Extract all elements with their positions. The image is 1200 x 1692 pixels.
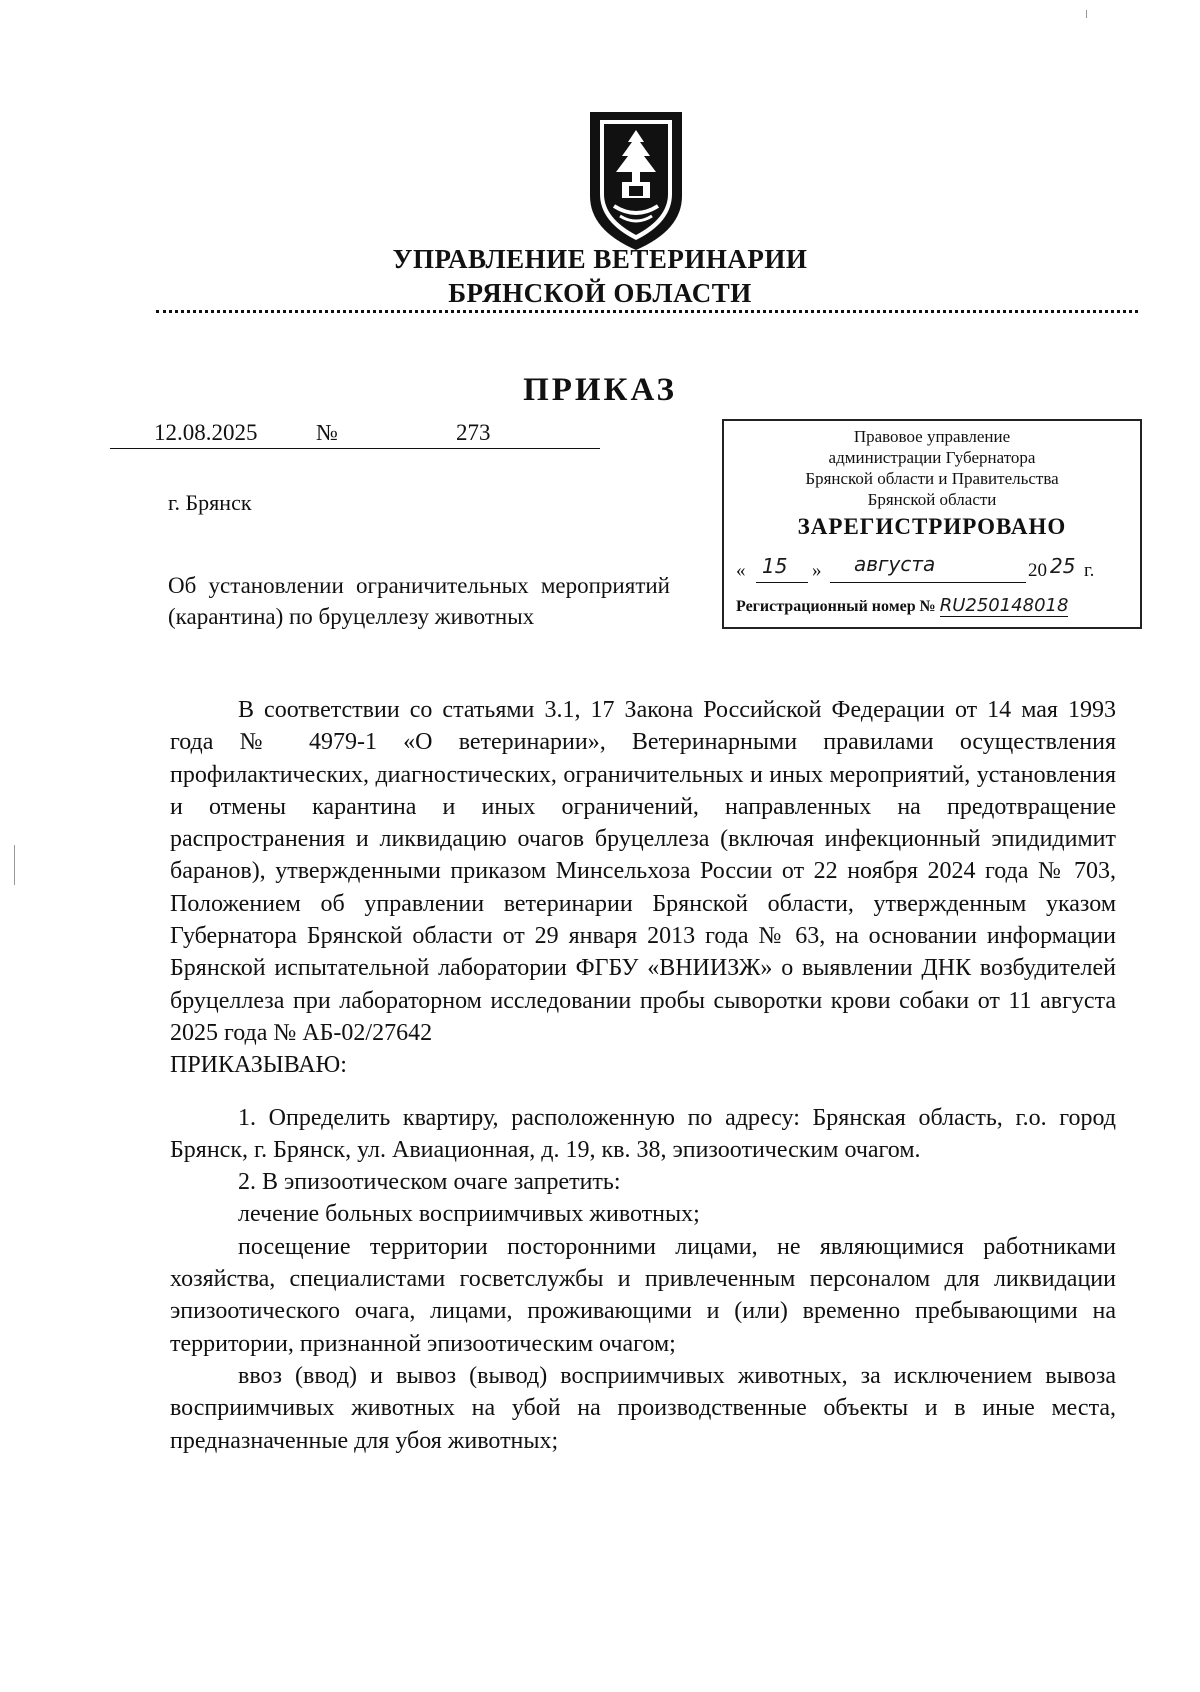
order-city: г. Брянск: [168, 490, 252, 515]
stamp-year-unit: г.: [1084, 560, 1095, 581]
stamp-line3: Брянской области и Правительства: [805, 469, 1059, 488]
stamp-line2: администрации Губернатора: [828, 448, 1036, 467]
stamp-date-line: « 15 » августа 20 25 г.: [736, 552, 1095, 581]
stamp-day: 15: [762, 554, 788, 578]
scan-mark: [1086, 10, 1087, 18]
stamp-reg-number: RU250148018: [939, 595, 1069, 616]
order-number: 273: [456, 420, 491, 445]
document-body: [170, 694, 1116, 1457]
item-2-b: посещение территории посторонними лицами, не являющимися работниками хозяйства, специалистами госветслужбы и привлеченным персоналом для ликвидации эпизоотического очага, лицами, проживающими и (или) временно пребывающими на территории, признанной эпизоотическим очагом;: [170, 1233, 1116, 1357]
scan-mark: [14, 845, 15, 885]
organization-name-line2: БРЯНСКОЙ ОБЛАСТИ: [448, 278, 752, 308]
stamp-year-suffix: 25: [1050, 554, 1076, 578]
header-divider: [156, 310, 1138, 313]
stamp-year-prefix: 20: [1028, 560, 1047, 581]
stamp-reg-label: Регистрационный номер №: [736, 598, 936, 615]
stamp-line4: Брянской области: [867, 490, 997, 509]
order-date-number-line: [110, 420, 600, 450]
order-date: 12.08.2025: [154, 420, 258, 445]
item-1: 1. Определить квартиру, расположенную по адресу: Брянская область, г.о. город Брянск, г. Брянск, ул. Авиационная, д. 19, кв. 38, эпизоотическим очагом.: [170, 1104, 1116, 1163]
stamp-line1: Правовое управление: [853, 427, 1011, 446]
document-type-title: ПРИКАЗ: [523, 372, 677, 408]
stamp-reg-line: [736, 595, 1128, 616]
order-subject: Об установлении ограничительных мероприятий (карантина) по бруцеллезу животных: [168, 573, 670, 629]
date-underline: [110, 448, 600, 449]
registration-stamp: [722, 419, 1142, 629]
item-2-a: лечение больных восприимчивых животных;: [238, 1201, 700, 1228]
item-2-c: ввоз (ввод) и вывоз (вывод) восприимчивых животных, за исключением вывоза восприимчивых животных на убой на производственные объекты и в иные места, предназначенные для убоя животных;: [170, 1362, 1116, 1454]
item-2: 2. В эпизоотическом очаге запретить:: [238, 1169, 621, 1196]
coat-of-arms-emblem: [586, 108, 686, 254]
preamble-paragraph: В соответствии со статьями 3.1, 17 Закона Российской Федерации от 14 мая 1993 года № 4979-1 «О ветеринарии», Ветеринарными правилами осуществления профилактических, диагностических, ограничительных и иных мероприятий, установления и отмены карантина и иных ограничений, направленных на предотвращение распространения и ликвидацию очагов бруцеллеза (включая инфекционный эпидидимит баранов), утвержденными приказом Минсельхоза России от 22 ноября 2024 года № 703, Положением об управлении ветеринарии Брянской области, утвержденным указом Губернатора Брянской области от 29 января 2013 года № 63, на основании информации Брянской испытательной лаборатории ФГБУ «ВНИИЗЖ» о выявлении ДНК возбудителей бруцеллеза при лабораторном исследовании пробы сыворотки крови собаки от 11 августа 2025 года № АБ-02/27642: [170, 697, 1116, 1046]
command-word: ПРИКАЗЫВАЮ:: [170, 1052, 347, 1079]
stamp-status: ЗАРЕГИСТРИРОВАНО: [797, 514, 1067, 539]
organization-name-line1: УПРАВЛЕНИЕ ВЕТЕРИНАРИИ: [392, 244, 808, 274]
stamp-month: августа: [854, 552, 936, 576]
order-number-sign: №: [316, 420, 338, 445]
